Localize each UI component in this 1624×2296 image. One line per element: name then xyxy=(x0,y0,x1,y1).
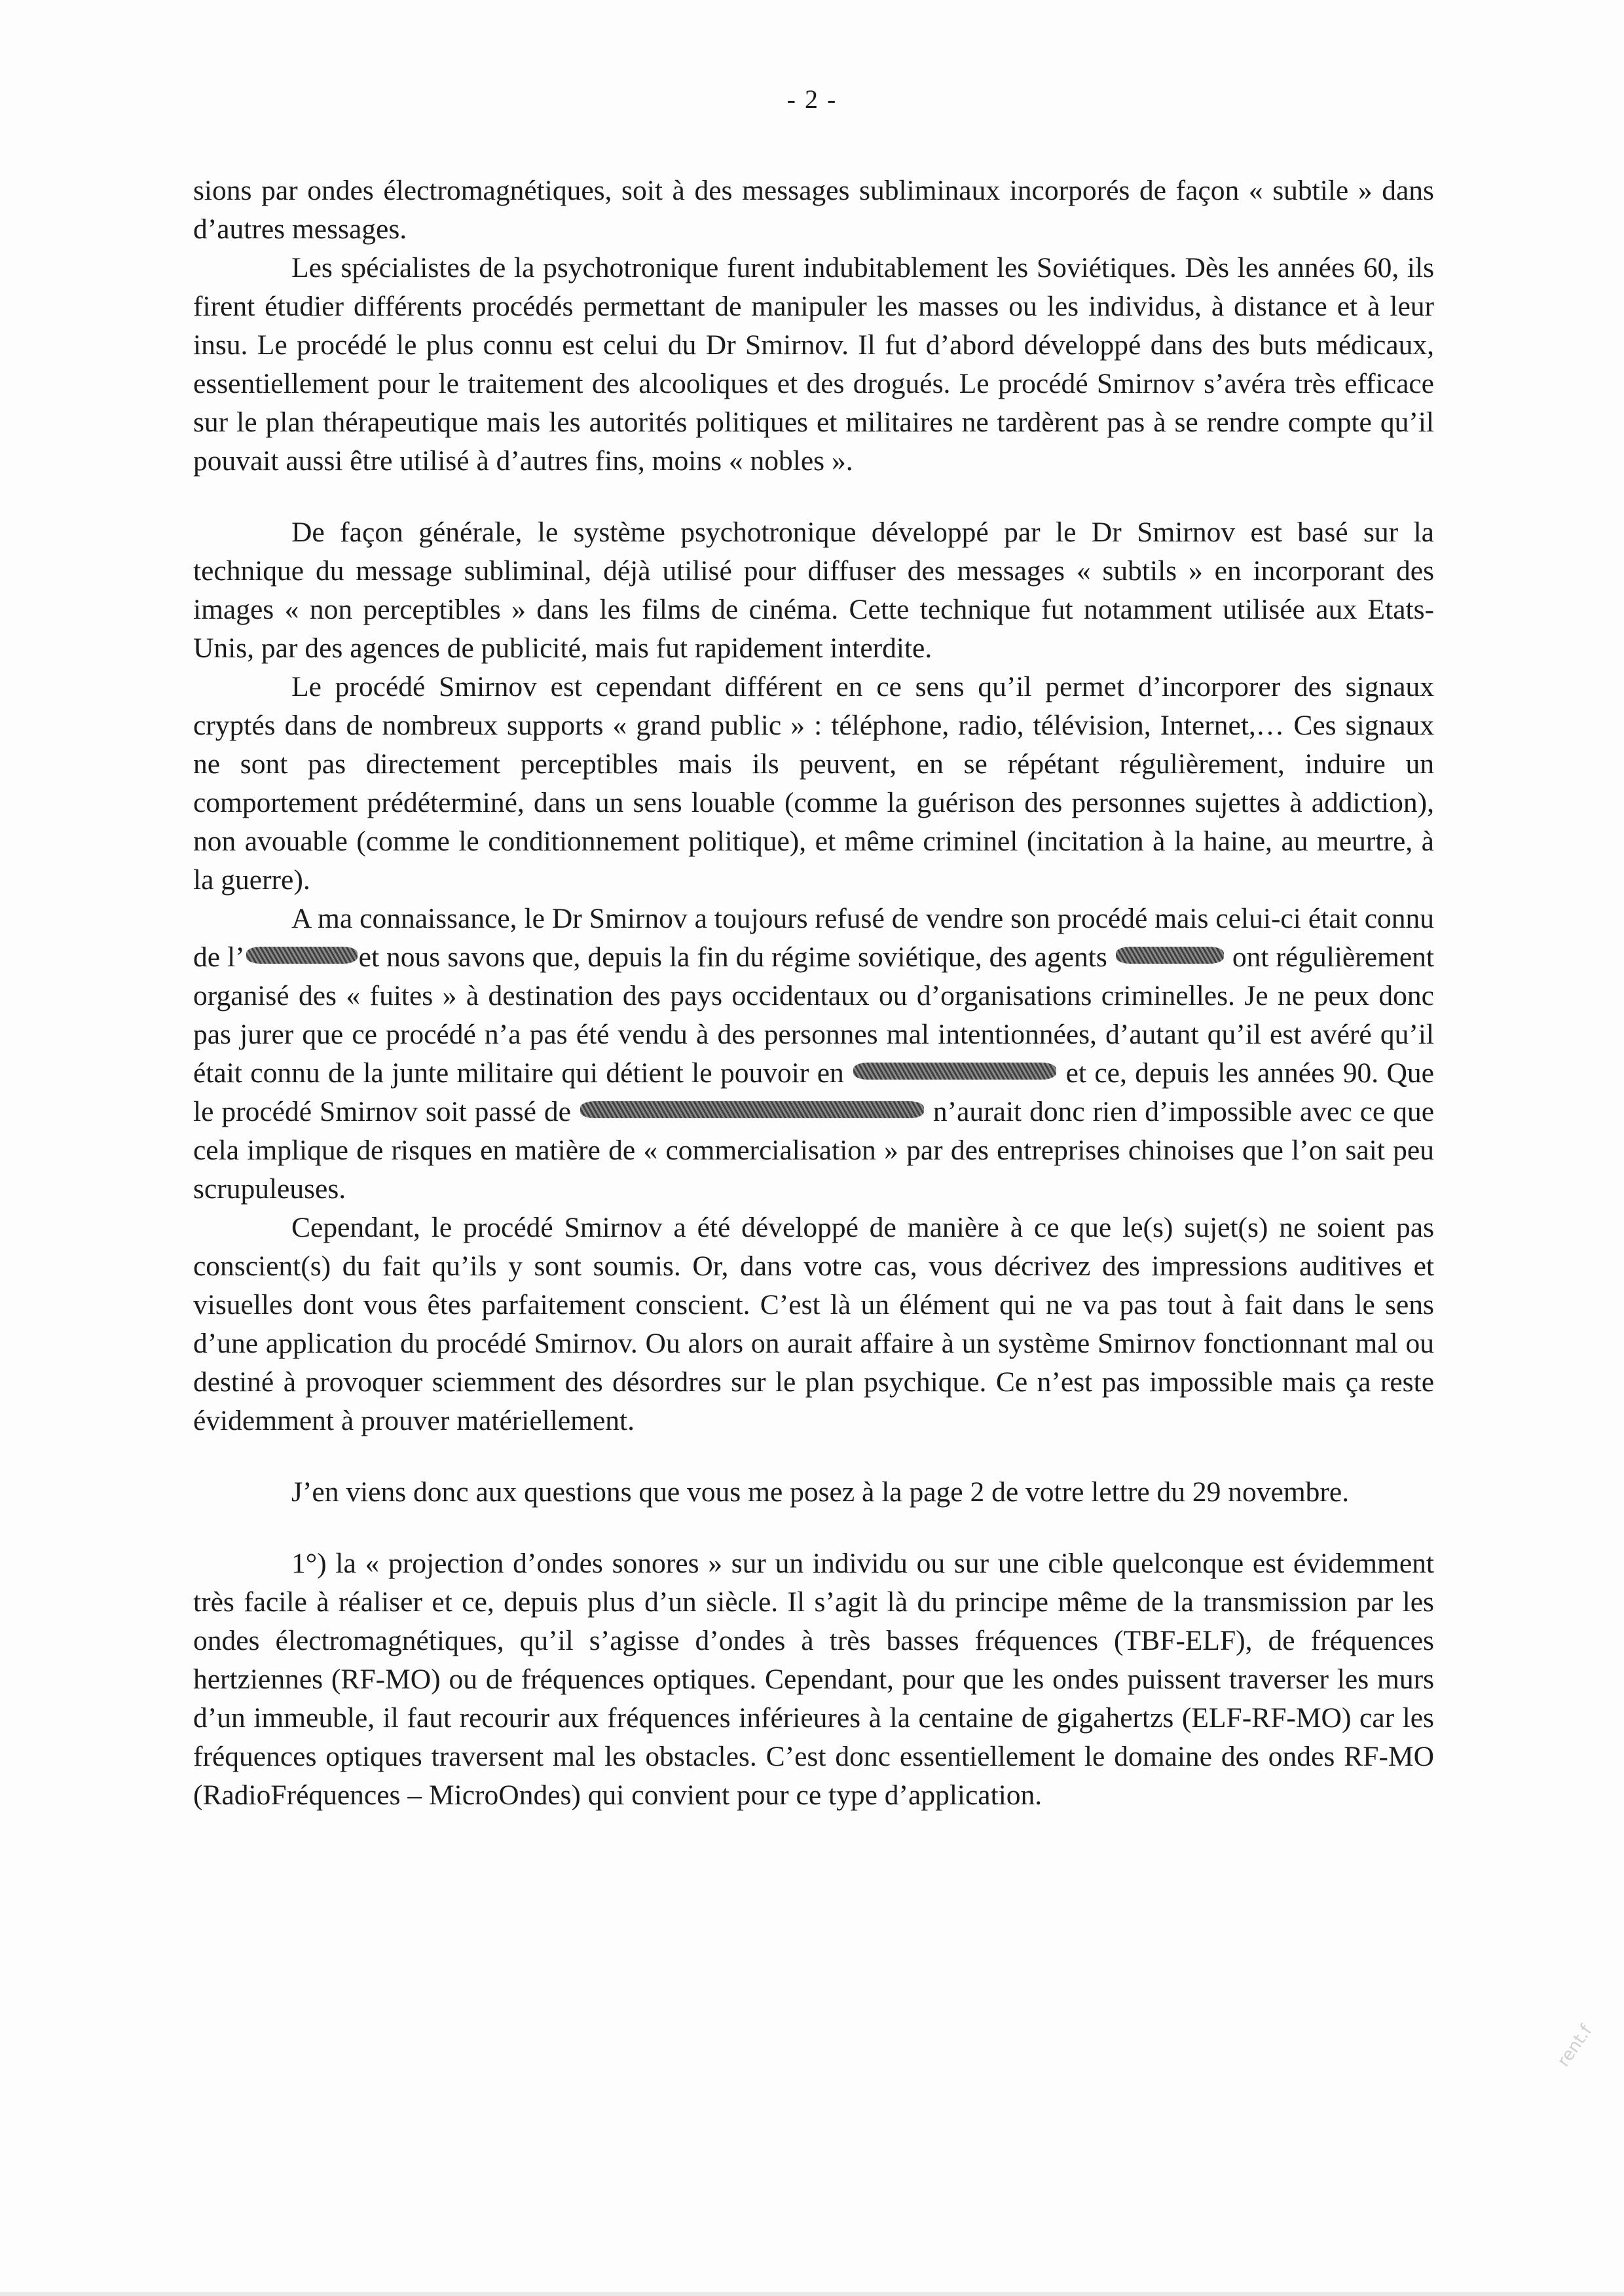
paragraph-4 xyxy=(193,668,1434,900)
letter-body xyxy=(193,172,1434,1815)
paragraph-text: et nous savons que, depuis la fin du régime soviétique, des agents xyxy=(358,941,1115,973)
scan-edge xyxy=(0,2292,1624,2296)
paragraph-text: n’aurait donc rien d’impossible avec ce que cela implique de risques en matière de « commercialisation » par des entreprises chinoises que l’on sait peu scrupuleuses. xyxy=(193,1096,1435,1205)
paragraph-5 xyxy=(193,900,1434,1209)
paragraph-text: Les spécialistes de la psychotronique furent indubitablement les Soviétiques. Dès les années 60, ils firent étudier différents procédés permettant de manipuler les masses ou les individus, à distance et à leur insu. Le procédé le plus connu est celui du Dr Smirnov. Il fut d’abord développé dans des buts médicaux, essentiellement pour le traitement des alcooliques et des drogués. Le procédé Smirnov s’avéra très efficace sur le plan thérapeutique mais les autorités politiques et militaires ne tardèrent pas à se rendre compte qu’il pouvait aussi être utilisé à d’autres fins, moins « nobles ». xyxy=(193,252,1434,477)
paragraph-8 xyxy=(193,1544,1434,1815)
paragraph-text: Le procédé Smirnov est cependant différent en ce sens qu’il permet d’incorporer des signaux cryptés dans de nombreux supports « grand public » : téléphone, radio, télévision, Internet,… Ces signaux ne sont pas directement perceptibles mais ils peuvent, en se répétant régulièrement, induire un comportement prédéterminé, dans un sens louable (comme la guérison des personnes sujettes à addiction), non avouable (comme le conditionnement politique), et même criminel (incitation à la haine, au meurtre, à la guerre). xyxy=(193,671,1434,896)
redaction-mark xyxy=(580,1101,924,1118)
page-number: - 2 - xyxy=(786,84,838,114)
paragraph-3 xyxy=(193,513,1434,668)
margin-bleed-mark: rent.f xyxy=(1553,2021,1596,2071)
paragraph-6 xyxy=(193,1209,1434,1440)
paragraph-7 xyxy=(193,1473,1434,1512)
paragraph-text: De façon générale, le système psychotronique développé par le Dr Smirnov est basé sur la technique du message subliminal, déjà utilisé pour diffuser des messages « subtils » en incorporant des images « non perceptibles » dans les films de cinéma. Cette technique fut notamment utilisée aux Etats-Unis, par des agences de publicité, mais fut rapidement interdite. xyxy=(193,517,1434,664)
paragraph-text: ont régulièrement organisé des « fuites » à destination des pays occidentaux ou d’organisations criminelles. Je ne peux donc pas jurer que ce procédé n’a pas été vendu à des personnes mal intentionnées, d’autant qu’il est avéré qu’il était connu de la junte militaire qui détient le pouvoir en xyxy=(193,941,1434,1089)
paragraph-text: Cependant, le procédé Smirnov a été développé de manière à ce que le(s) sujet(s) ne soient pas conscient(s) du fait qu’ils y sont soumis. Or, dans votre cas, vous décrivez des impressions auditives et visuelles dont vous êtes parfaitement conscient. C’est là un élément qui ne va pas tout à fait dans le sens d’une application du procédé Smirnov. Ou alors on aurait affaire à un système Smirnov fonctionnant mal ou destiné à provoquer sciemment des désordres sur le plan psychique. Ce n’est pas impossible mais ça reste évidemment à prouver matériellement. xyxy=(193,1212,1434,1436)
redaction-mark xyxy=(1116,947,1224,964)
redaction-mark xyxy=(246,947,358,964)
paragraph-text: et ce, depuis les années 90. Que le procédé Smirnov soit passé de xyxy=(193,1057,1434,1127)
paragraph-2 xyxy=(193,249,1434,481)
paragraph-text: sions par ondes électromagnétiques, soit à des messages subliminaux incorporés de façon « subtile » dans d’autres messages. xyxy=(193,175,1434,245)
paragraph-1 xyxy=(193,172,1434,249)
redaction-mark xyxy=(853,1063,1056,1080)
paragraph-text: A ma connaissance, le Dr Smirnov a toujours refusé de vendre son procédé mais celui-ci était connu de l’ xyxy=(193,903,1434,973)
paragraph-text: J’en viens donc aux questions que vous me posez à la page 2 de votre lettre du 29 novembre. xyxy=(291,1476,1350,1508)
paragraph-text: 1°) la « projection d’ondes sonores » sur un individu ou sur une cible quelconque est évidemment très facile à réaliser et ce, depuis plus d’un siècle. Il s’agit là du principe même de la transmission par les ondes électromagnétiques, qu’il s’agisse d’ondes à très basses fréquences (TBF-ELF), de fréquences hertziennes (RF-MO) ou de fréquences optiques. Cependant, pour que les ondes puissent traverser les murs d’un immeuble, il faut recourir aux fréquences inférieures à la centaine de gigahertzs (ELF-RF-MO) car les fréquences optiques traversent mal les obstacles. C’est donc essentiellement le domaine des ondes RF-MO (RadioFréquences – MicroOndes) qui convient pour ce type d’application. xyxy=(193,1548,1434,1811)
